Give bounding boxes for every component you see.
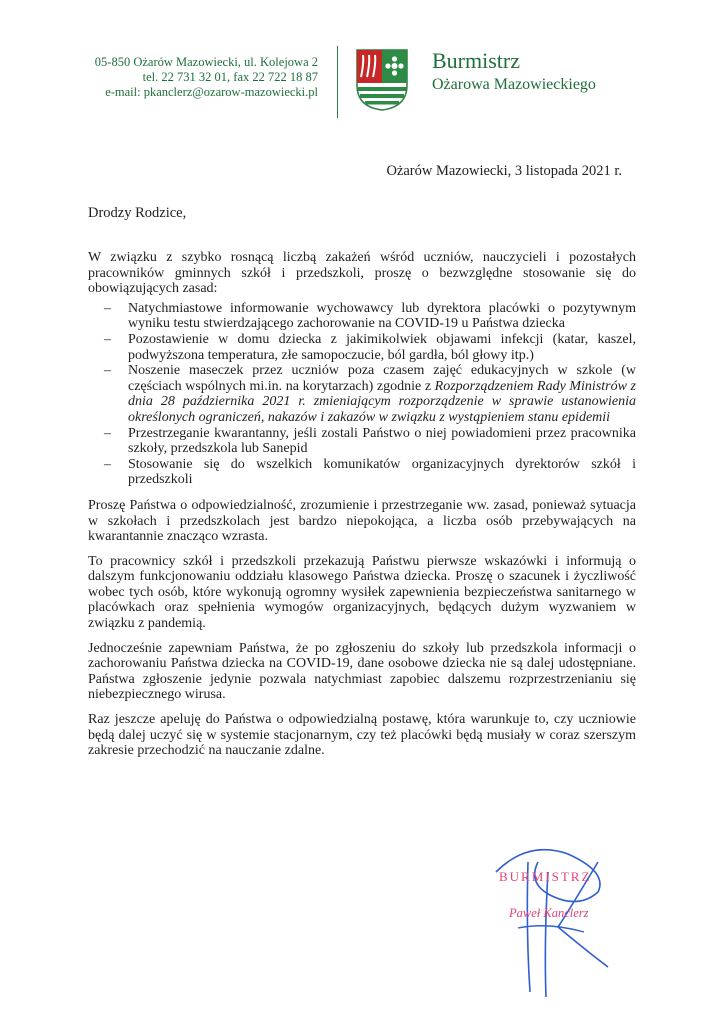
list-item: – Natychmiastowe informowanie wychowawcy lub dyrektora placówki o pozytywnym wyniku testu stwierdzającego zachorowanie na COVID-19 u Państwa dziecka xyxy=(104,300,636,332)
address-line-phone: tel. 22 731 32 01, fax 22 722 18 87 xyxy=(142,70,318,84)
letter-greeting: Drodzy Rodzice, xyxy=(88,205,187,221)
list-item-text: Natychmiastowe informowanie wychowawcy lub dyrektora placówki o pozytywnym wyniku testu stwierdzającego zachorowanie na COVID-19 u Państwa dziecka xyxy=(128,300,636,332)
coat-of-arms-icon xyxy=(356,49,408,111)
list-item-text: Noszenie maseczek przez uczniów poza czasem zajęć edukacyjnych w szkole (w częściach wspólnych mi.in. na korytarzach) zgodnie z xyxy=(128,363,636,394)
address-line-email: e-mail: pkanclerz@ozarow-mazowiecki.pl xyxy=(105,85,318,99)
sender-address xyxy=(18,55,318,100)
letter-body xyxy=(88,250,636,768)
header-divider xyxy=(337,46,338,118)
paragraph-staff: To pracownicy szkół i przedszkoli przekazują Państwu pierwsze wskazówki i informują o dalszym funkcjonowaniu oddziału klasowego Państwa dziecka. Proszę o szacunek i życzliwość wobec tych osób, które wykonują ogromny wysiłek zapewnienia bezpieczeństwa sanitarnego w placówkach oraz spełnienia wymogów organizacyjnych, będących dużym wyzwaniem w związku z pandemią. xyxy=(88,553,636,632)
list-item-text: Stosowanie się do wszelkich komunikatów organizacyjnych dyrektorów szkół i przedszkoli xyxy=(128,456,636,488)
paragraph-responsibility: Proszę Państwa o odpowiedzialność, zrozumienie i przestrzeganie ww. zasad, ponieważ sytuacja w szkołach i przedszkolach jest bardzo niepokojąca, a liczba osób przebywających na kwarantannie znacząco wzrasta. xyxy=(88,497,636,545)
signature-stamp-name: Paweł Kanclerz xyxy=(509,906,589,920)
list-item-text: Przestrzeganie kwarantanny, jeśli zostali Państwo o niej powiadomieni przez pracownika szkoły, przedszkola lub Sanepid xyxy=(128,425,636,457)
paragraph-privacy: Jednocześnie zapewniam Państwa, że po zgłoszeniu do szkoły lub przedszkola informacji o zachorowaniu Państwa dziecka na COVID-19, dane osobowe dziecka nie są dalej udostępniane. Państwa zgłoszenie jedynie pozwala natychmiast zapobiec dalszemu rozprzestrzenianiu się niebezpiecznego wirusa. xyxy=(88,640,636,703)
signature-stamp-title: BURMISTRZ xyxy=(499,869,592,884)
regulation-reference: Rozporządzeniem Rady Ministrów z dnia 28 października 2021 r. zmieniającym rozporządzenie w sprawie ustanowienia określonych ograniczeń, nakazów i zakazów w związku z wystąpieniem stanu epidemii xyxy=(128,378,636,425)
address-line-street: 05-850 Ożarów Mazowiecki, ul. Kolejowa 2 xyxy=(94,55,318,69)
letter-date: Ożarów Mazowiecki, 3 listopada 2021 r. xyxy=(386,163,622,179)
intro-paragraph: W związku z szybko rosnącą liczbą zakażeń wśród uczniów, nauczycieli i pozostałych pracowników gminnych szkół i przedszkoli, proszę o bezwzględne stosowanie się do obowiązujących zasad: xyxy=(88,250,636,297)
list-item: – Stosowanie się do wszelkich komunikatów organizacyjnych dyrektorów szkół i przedszkoli xyxy=(104,456,636,488)
office-subtitle: Ożarowa Mazowieckiego xyxy=(432,76,596,93)
list-item: – Pozostawienie w domu dziecka z jakimikolwiek objawami infekcji (katar, kaszel, podwyższona temperatura, złe samopoczucie, ból gardła, ból głowy itp.) xyxy=(104,331,636,363)
list-item-text: Pozostawienie w domu dziecka z jakimikolwiek objawami infekcji (katar, kaszel, podwyższona temperatura, złe samopoczucie, ból gardła, ból głowy itp.) xyxy=(128,331,636,363)
office-title: Burmistrz xyxy=(432,48,520,73)
list-item: – Przestrzeganie kwarantanny, jeśli zostali Państwo o niej powiadomieni przez pracownika szkoły, przedszkola lub Sanepid xyxy=(104,425,636,457)
list-item: – Noszenie maseczek przez uczniów poza czasem zajęć edukacyjnych w szkole (w częściach wspólnych mi.in. na korytarzach) zgodnie z Rozporządzeniem Rady Ministrów z dnia 28 października 2021 r. zmieniającym rozporządzenie w sprawie ustanowienia określonych ograniczeń, nakazów i zakazów w związku z wystąpieniem stanu epidemii xyxy=(104,363,636,425)
paragraph-appeal: Raz jeszcze apeluję do Państwa o odpowiedzialną postawę, która warunkuje to, czy uczniowie będą dalej uczyć się w systemie stacjonarnym, czy też placówki będą musiały w coraz szerszym zakresie przechodzić na nauczanie zdalne. xyxy=(88,712,636,759)
office-title-block xyxy=(432,49,596,95)
rules-list xyxy=(88,301,636,488)
